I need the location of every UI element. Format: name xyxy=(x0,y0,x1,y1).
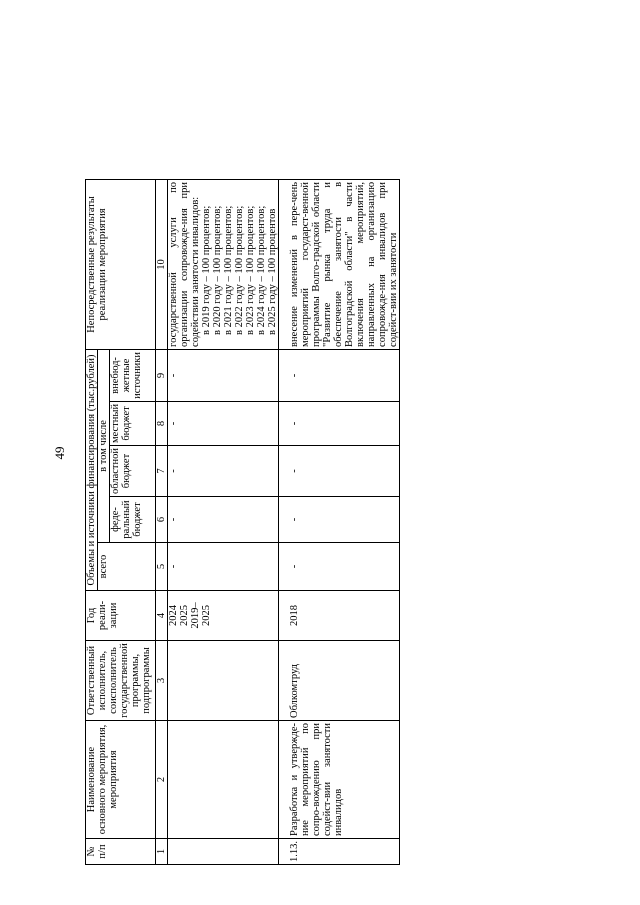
col-number: 4 xyxy=(156,591,168,641)
result-line: в 2022 году – 100 процентов; xyxy=(234,205,246,335)
measure-name: Разработка и утвержде-ние мероприятий по сопро-вождению при содейст-вии занятости инвалидов xyxy=(279,721,400,839)
result-line: в 2024 году – 100 процентов; xyxy=(256,205,268,335)
funding-table xyxy=(85,179,400,865)
executor: Облкомтруд xyxy=(279,641,400,721)
extra-cell: - xyxy=(168,349,279,401)
header-name: Наименование основного мероприятия, мероприятия xyxy=(86,721,156,839)
result-cell: внесение изменений в пере-чень мероприятий государст-венной программы Волго-градской области "Развитие рынка труда и обеспечение занятости в Волгоградской области" в части включения мероприятий, направленных на организацию сопровожде-ния инвалидов при содейст-вии их занятости xyxy=(279,179,400,349)
header-federal: феде-ральный бюджет xyxy=(110,497,156,543)
header-total: всего xyxy=(98,543,156,591)
regional-cell: - xyxy=(279,446,400,497)
local-cell: - xyxy=(168,401,279,445)
result-cell xyxy=(168,179,279,349)
header-local: местный бюджет xyxy=(110,401,156,445)
year: 2019–2025 xyxy=(190,602,213,629)
page-number: 49 xyxy=(52,446,67,460)
header-regional: областной бюджет xyxy=(110,446,156,497)
result-intro: государственной услуги по организации сопровожде-ния при содействии занятости инвалидов: xyxy=(168,181,202,347)
year: 2024 xyxy=(168,605,180,626)
regional-cell: - xyxy=(168,446,279,497)
col-number: 5 xyxy=(156,543,168,591)
result-line: в 2021 году – 100 процентов; xyxy=(223,205,235,335)
total-cell: - xyxy=(279,543,400,591)
table-row xyxy=(168,179,279,864)
federal-cell: - xyxy=(168,497,279,543)
result-line: в 2019 году – 100 процентов; xyxy=(201,205,213,335)
col-number: 1 xyxy=(156,839,168,865)
col-number: 10 xyxy=(156,179,168,349)
years-cell xyxy=(168,591,279,641)
result-line: в 2020 году – 100 процентов; xyxy=(212,205,224,335)
col-number: 7 xyxy=(156,446,168,497)
total-cell: - xyxy=(168,543,279,591)
table-row xyxy=(279,179,400,864)
header-results: Непосредственные результаты реализации мероприятия xyxy=(86,179,156,349)
col-number: 2 xyxy=(156,721,168,839)
rotated-page xyxy=(65,0,640,905)
extra-cell: - xyxy=(279,349,400,401)
year: 2025 xyxy=(179,605,191,626)
federal-cell: - xyxy=(279,497,400,543)
col-number: 3 xyxy=(156,641,168,721)
header-executor: Ответственный исполнитель, соисполнитель государственной программы, подпрограммы xyxy=(86,641,156,721)
header-including: в том числе xyxy=(98,349,110,542)
header-extra: внебюд-жетные источники xyxy=(110,349,156,401)
col-number: 9 xyxy=(156,349,168,401)
header-year: Год реали-зации xyxy=(86,591,156,641)
header-funding: Объемы и источники финансирования (тыс.рублей) xyxy=(86,349,98,590)
result-line: в 2025 году – 100 процентов xyxy=(267,208,279,335)
result-line: в 2023 году – 100 процентов; xyxy=(245,205,257,335)
col-number: 8 xyxy=(156,401,168,445)
header-num: № п/п xyxy=(86,839,156,865)
row-number: 1.13. xyxy=(279,839,400,865)
local-cell: - xyxy=(279,401,400,445)
result-list xyxy=(201,182,278,347)
year: 2018 xyxy=(279,591,400,641)
col-number: 6 xyxy=(156,497,168,543)
column-number-row xyxy=(156,179,168,864)
